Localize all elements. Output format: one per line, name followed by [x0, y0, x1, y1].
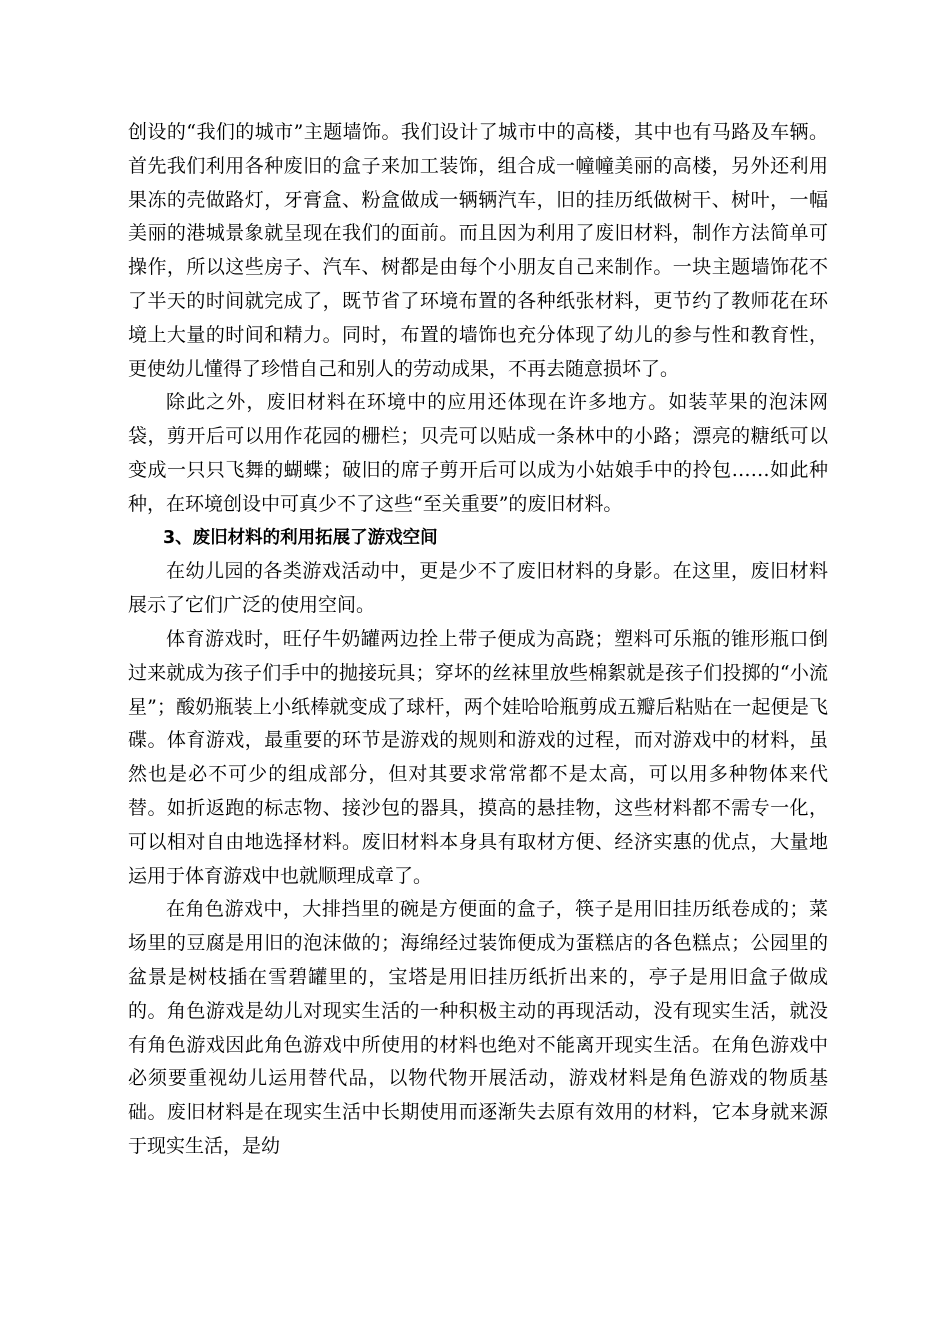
section-heading-3: 3、废旧材料的利用拓展了游戏空间 — [163, 527, 438, 548]
document-body — [128, 116, 828, 1164]
paragraph-other-uses: 除此之外，废旧材料在环境中的应用还体现在许多地方。如装苹果的泡沫网袋，剪开后可以用作花园的栅栏；贝壳可以贴成一条林中的小路；漂亮的糖纸可以变成一只只飞舞的蝴蝶；破旧的席子剪开后可以成为小姑娘手中的拎包……如此种种，在环境创设中可真少不了这些“至关重要”的废旧材料。 — [128, 391, 828, 515]
paragraph-game-intro: 在幼儿园的各类游戏活动中，更是少不了废旧材料的身影。在这里，废旧材料展示了它们广泛的使用空间。 — [128, 560, 828, 617]
paragraph-role-play: 在角色游戏中，大排挡里的碗是方便面的盒子，筷子是用旧挂历纸卷成的；菜场里的豆腐是用旧的泡沫做的；海绵经过装饰便成为蛋糕店的各色糕点；公园里的盆景是树枝插在雪碧罐里的，宝塔是用旧挂历纸折出来的，亭子是用旧盒子做成的。角色游戏是幼儿对现实生活的一种积极主动的再现活动，没有现实生活，就没有角色游戏因此角色游戏中所使用的材料也绝对不能离开现实生活。在角色游戏中必须要重视幼儿运用替代品，以物代物开展活动，游戏材料是角色游戏的物质基础。废旧材料是在现实生活中长期使用而逐渐失去原有效用的材料，它本身就来源于现实生活，是幼 — [128, 898, 828, 1157]
paragraph-sports-games: 体育游戏时，旺仔牛奶罐两边拴上带子便成为高跷；塑料可乐瓶的锥形瓶口倒过来就成为孩子们手中的抛接玩具；穿坏的丝袜里放些棉絮就是孩子们投掷的“小流星”；酸奶瓶装上小纸棒就变成了球杆，两个娃哈哈瓶剪成五瓣后粘贴在一起便是飞碟。体育游戏，最重要的环节是游戏的规则和游戏的过程，而对游戏中的材料，虽然也是必不可少的组成部分，但对其要求常常都不是太高，可以用多种物体来代替。如折返跑的标志物、接沙包的器具，摸高的悬挂物，这些材料都不需专一化，可以相对自由地选择材料。废旧材料本身具有取材方便、经济实惠的优点，大量地运用于体育游戏中也就顺理成章了。 — [128, 627, 828, 887]
paragraph-wall-decoration: 创设的“我们的城市”主题墙饰。我们设计了城市中的高楼，其中也有马路及车辆。首先我们利用各种废旧的盒子来加工装饰，组合成一幢幢美丽的高楼，另外还利用果冻的壳做路灯，牙膏盒、粉盒做成一辆辆汽车，旧的挂历纸做树干、树叶，一幅美丽的港城景象就呈现在我们的面前。而且因为利用了废旧材料，制作方法简单可操作，所以这些房子、汽车、树都是由每个小朋友自己来制作。一块主题墙饰花不了半天的时间就完成了，既节省了环境布置的各种纸张材料，更节约了教师花在环境上大量的时间和精力。同时，布置的墙饰也充分体现了幼儿的参与性和教育性，更使幼儿懂得了珍惜自己和别人的劳动成果，不再去随意损坏了。 — [128, 121, 828, 380]
